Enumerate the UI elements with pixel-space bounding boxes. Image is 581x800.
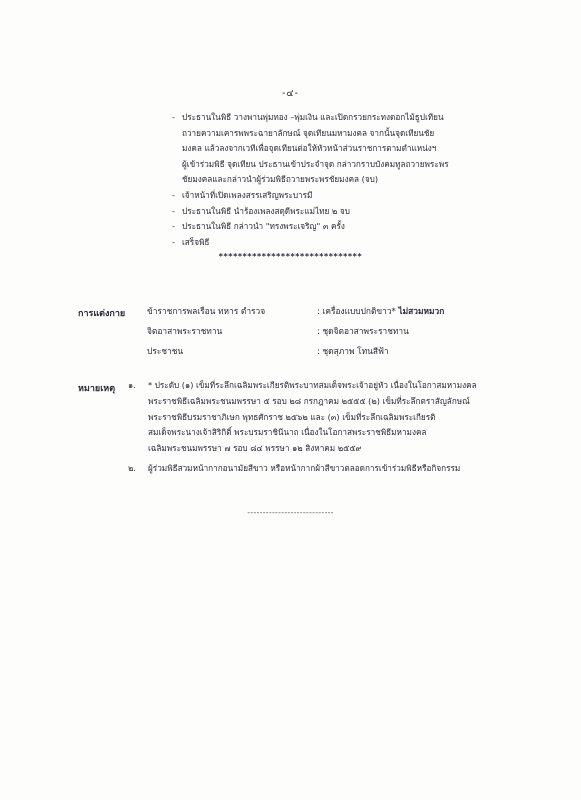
attire-description xyxy=(317,304,444,318)
procedure-line: ถวายความเคารพพระฉายาลักษณ์ จุดเทียนมหามงคล จากนั้นจุดเทียนชัย xyxy=(182,127,435,138)
attire-text: : เครื่องแบบปกติขาว* xyxy=(317,306,399,316)
attire-description xyxy=(317,344,389,358)
dress-code-table xyxy=(147,304,547,364)
procedure-step xyxy=(172,188,532,204)
end-rule: ---------------------------- xyxy=(247,508,334,517)
remark-number: ๑. xyxy=(128,380,136,390)
remark-line: ผู้ร่วมพิธีสวมหน้ากากอนามัยสีขาว หรือหน้ากากผ้าสีขาวตลอดการเข้าร่วมพิธีหรือกิจกรรม xyxy=(148,462,461,473)
procedure-line: ประธานในพิธี วางพานพุ่มทอง –พุ่มเงิน และเปิดกรวยกระทงดอกไม้ธูปเทียน xyxy=(182,112,444,122)
procedure-step xyxy=(172,110,532,188)
dress-code-row xyxy=(147,344,547,364)
remark-item xyxy=(128,461,548,477)
procedure-line: เสร็จพิธี xyxy=(182,236,210,247)
remark-line: สมเด็จพระนางเจ้าสิริกิติ์ พระบรมราชินีนาถ เนื่องในโอกาสพระราชพิธีมหามงคล xyxy=(148,427,427,438)
remarks-heading: หมายเหตุ xyxy=(78,384,116,394)
list-dash: - xyxy=(172,112,175,122)
procedure-line: มงคล แล้วลงจากเวทีเพื่อจุดเทียนต่อให้หัวหน้าส่วนราชการตามตำแหน่งฯ xyxy=(182,143,437,154)
remark-line: * ประดับ (๑) เข็มที่ระลึกเฉลิมพระเกียรติพระบาทสมเด็จพระเจ้าอยู่หัว เนื่องในโอกาสมหามงคล xyxy=(148,380,477,390)
attendee-group: จิตอาสาพระราชทาน xyxy=(147,326,223,336)
procedure-line: ชัยมงคลและกล่าวนำผู้ร่วมพิธีถวายพระพรชัยมงคล (จบ) xyxy=(182,174,379,185)
procedure-list xyxy=(172,110,532,250)
procedure-line: ประธานในพิธี กล่าวนำ "ทรงพระเจริญ" ๓ ครั้ง xyxy=(182,221,345,232)
attendee-group: ประชาชน xyxy=(147,346,184,356)
procedure-line: ผู้เข้าร่วมพิธี จุดเทียน ประธานเข้าประจำจุด กล่าวกราบบังคมทูลถวายพระพร xyxy=(182,158,449,169)
list-dash: - xyxy=(172,205,175,216)
attire-description xyxy=(317,324,409,338)
attendee-group: ข้าราชการพลเรือน ทหาร ตำรวจ xyxy=(147,306,266,316)
list-dash: - xyxy=(172,236,175,247)
page-number: -๔- xyxy=(281,88,300,99)
dress-code-heading: การแต่งกาย xyxy=(78,309,126,319)
remark-line: พระราชพิธีเฉลิมพระชนมพรรษา ๕ รอบ ๒๘ กรกฎาคม ๒๕๕๕ (๒) เข็มที่ระลึกตราสัญลักษณ์ xyxy=(148,395,470,406)
attire-emphasis: ไม่สวมหมวก xyxy=(398,306,445,316)
procedure-line: เจ้าหน้าที่เปิดเพลงสรรเสริญพระบารมี xyxy=(182,189,313,200)
attire-text: : ชุดสุภาพ โทนสีฟ้า xyxy=(317,346,389,356)
dress-code-row xyxy=(147,324,547,344)
list-dash: - xyxy=(172,189,175,200)
procedure-step xyxy=(172,204,532,220)
remarks-list xyxy=(128,378,548,481)
procedure-step xyxy=(172,235,532,251)
procedure-line: ประธานในพิธี นำร้องเพลงสดุดีพระแม่ไทย ๒ จบ xyxy=(182,205,350,216)
list-dash: - xyxy=(172,221,175,232)
dress-code-row xyxy=(147,304,547,324)
remark-line: พระราชพิธีบรมราชาภิเษก พุทธศักราช ๒๕๖๒ และ (๓) เข็มที่ระลึกเฉลิมพระเกียรติ xyxy=(148,411,436,422)
remark-line: เฉลิมพระชนมพรรษา ๗ รอบ ๘๔ พรรษา ๑๒ สิงหาคม ๒๕๕๙ xyxy=(148,443,362,454)
remark-item xyxy=(128,378,548,457)
separator-stars: ****************************** xyxy=(218,252,363,261)
remark-number: ๒. xyxy=(128,462,136,473)
procedure-step xyxy=(172,219,532,235)
attire-text: : ชุดจิตอาสาพระราชทาน xyxy=(317,326,409,336)
